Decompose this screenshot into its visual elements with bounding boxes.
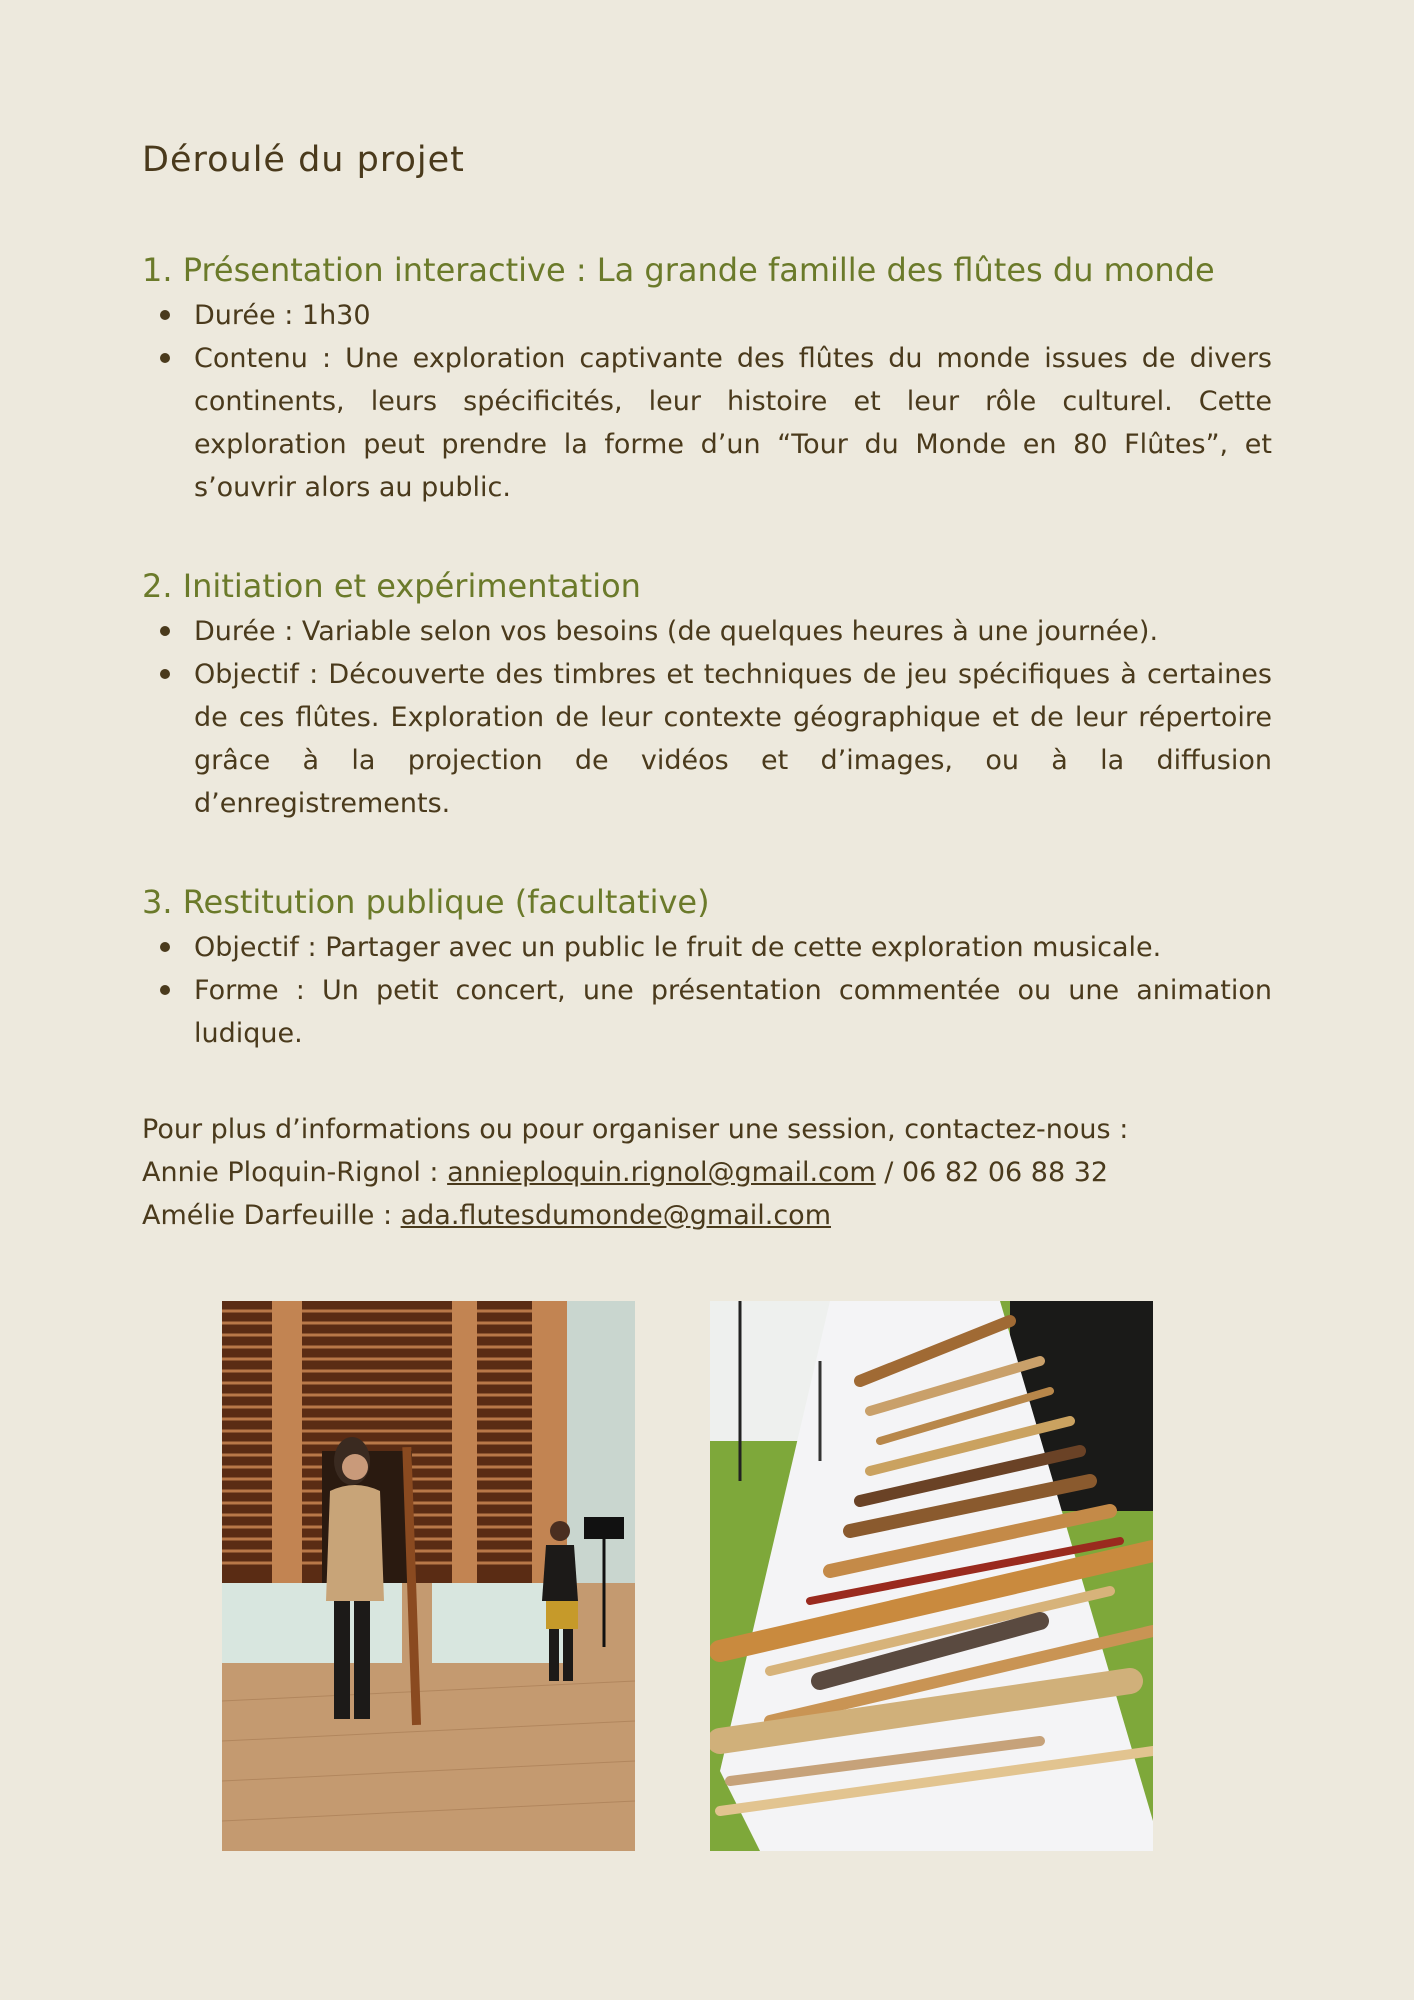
list-item: Forme : Un petit concert, une présentation commentée ou une animation ludique. <box>142 969 1272 1055</box>
photo-flutist-performance <box>222 1301 635 1851</box>
section-heading: 3. Restitution publique (facultative) <box>142 883 710 921</box>
bullet-icon <box>160 310 170 320</box>
list-item: Objectif : Partager avec un public le fruit de cette exploration musicale. <box>142 926 1272 969</box>
section-restitution <box>142 880 1272 1055</box>
bullet-icon <box>160 353 170 363</box>
bullet-icon <box>160 942 170 952</box>
section-initiation <box>142 564 1272 825</box>
page-title: Déroulé du projet <box>142 140 465 180</box>
bullet-icon <box>160 985 170 995</box>
section-heading: 1. Présentation interactive : La grande famille des flûtes du monde <box>142 251 1215 289</box>
contact-intro: Pour plus d’informations ou pour organiser une session, contactez-nous : <box>142 1114 1129 1145</box>
contact-block <box>142 1108 1128 1237</box>
list-item: Contenu : Une exploration captivante des flûtes du monde issues de divers continents, leurs spécificités, leur histoire et leur rôle culturel. Cette exploration peut prendre la forme d’un “Tour du Monde en 80 Flûtes”, et s’ouvrir alors au public. <box>142 337 1272 509</box>
section-presentation <box>142 248 1272 509</box>
bullet-icon <box>160 669 170 679</box>
contact-line-2: Amélie Darfeuille : ada.flutesdumonde@gmail.com <box>142 1200 831 1231</box>
section-heading: 2. Initiation et expérimentation <box>142 567 641 605</box>
contact-line-1: Annie Ploquin-Rignol : annieploquin.rignol@gmail.com / 06 82 06 88 32 <box>142 1157 1109 1188</box>
email-link-amelie[interactable]: ada.flutesdumonde@gmail.com <box>400 1200 831 1231</box>
photo-flute-collection <box>710 1301 1153 1851</box>
email-link-annie[interactable]: annieploquin.rignol@gmail.com <box>447 1157 876 1188</box>
list-item: Objectif : Découverte des timbres et techniques de jeu spécifiques à certaines de ces flûtes. Exploration de leur contexte géographique et de leur répertoire grâce à la projection de vidéos et d’images, ou à la diffusion d’enregistrements. <box>142 653 1272 825</box>
list-item: Durée : 1h30 <box>142 294 1272 337</box>
list-item: Durée : Variable selon vos besoins (de quelques heures à une journée). <box>142 610 1272 653</box>
bullet-icon <box>160 626 170 636</box>
